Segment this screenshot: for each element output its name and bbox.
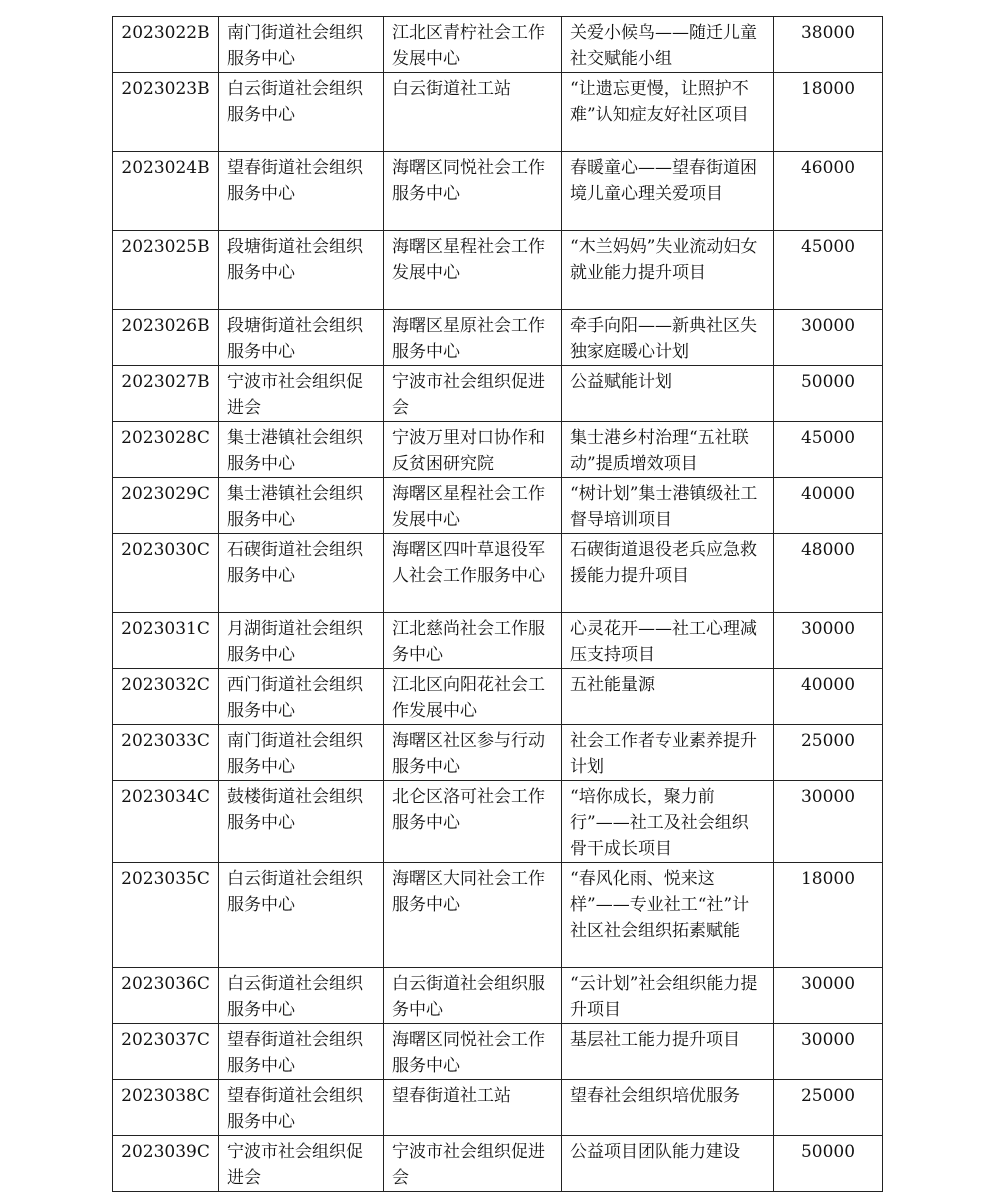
project-code-cell: 2023037C [113,1024,219,1080]
project-code-cell: 2023030C [113,534,219,613]
funding-amount-cell: 50000 [774,366,883,422]
organization-cell: 宁波万里对口协作和反贫困研究院 [384,422,562,478]
table-row [113,152,883,231]
project-name-cell: “云计划”社会组织能力提升项目 [562,968,774,1024]
project-code-cell: 2023023B [113,73,219,152]
project-name-cell: 关爱小候鸟——随迁儿童社交赋能小组 [562,17,774,73]
organization-cell: 海曙区星程社会工作发展中心 [384,478,562,534]
organization-cell: 江北区向阳花社会工作发展中心 [384,669,562,725]
street-center-cell: 白云街道社会组织服务中心 [219,968,384,1024]
project-name-cell: 牵手向阳——新典社区失独家庭暖心计划 [562,310,774,366]
table-row [113,366,883,422]
table-body [113,17,883,1192]
table-row [113,725,883,781]
table-row [113,968,883,1024]
street-center-cell: 集士港镇社会组织服务中心 [219,478,384,534]
table-row [113,73,883,152]
organization-cell: 白云街道社工站 [384,73,562,152]
organization-cell: 海曙区社区参与行动服务中心 [384,725,562,781]
project-table [112,16,883,1192]
funding-amount-cell: 50000 [774,1136,883,1192]
funding-amount-cell: 40000 [774,478,883,534]
project-name-cell: 心灵花开——社工心理减压支持项目 [562,613,774,669]
funding-amount-cell: 48000 [774,534,883,613]
table-row [113,613,883,669]
organization-cell: 北仑区洛可社会工作服务中心 [384,781,562,863]
street-center-cell: 宁波市社会组织促进会 [219,366,384,422]
organization-cell: 江北区青柠社会工作发展中心 [384,17,562,73]
project-name-cell: “木兰妈妈”失业流动妇女就业能力提升项目 [562,231,774,310]
project-name-cell: 春暖童心——望春街道困境儿童心理关爱项目 [562,152,774,231]
project-name-cell: 石碶街道退役老兵应急救援能力提升项目 [562,534,774,613]
street-center-cell: 月湖街道社会组织服务中心 [219,613,384,669]
project-code-cell: 2023026B [113,310,219,366]
project-name-cell: “春风化雨、悦来这样”——专业社工“社”计社区社会组织拓素赋能 [562,863,774,968]
table-row [113,231,883,310]
project-code-cell: 2023025B [113,231,219,310]
project-name-cell: “让遗忘更慢，让照护不难”认知症友好社区项目 [562,73,774,152]
project-name-cell: 公益项目团队能力建设 [562,1136,774,1192]
funding-amount-cell: 46000 [774,152,883,231]
table-row [113,478,883,534]
table-row [113,310,883,366]
street-center-cell: 望春街道社会组织服务中心 [219,1024,384,1080]
funding-amount-cell: 30000 [774,613,883,669]
project-name-cell: 社会工作者专业素养提升计划 [562,725,774,781]
funding-amount-cell: 25000 [774,725,883,781]
funding-amount-cell: 30000 [774,310,883,366]
funding-amount-cell: 18000 [774,863,883,968]
funding-amount-cell: 40000 [774,669,883,725]
organization-cell: 望春街道社工站 [384,1080,562,1136]
organization-cell: 江北慈尚社会工作服务中心 [384,613,562,669]
project-code-cell: 2023029C [113,478,219,534]
table-row [113,17,883,73]
project-name-cell: 五社能量源 [562,669,774,725]
project-name-cell: “培你成长，聚力前行”——社工及社会组织骨干成长项目 [562,781,774,863]
funding-amount-cell: 30000 [774,781,883,863]
table-row [113,1136,883,1192]
table-row [113,863,883,968]
street-center-cell: 段塘街道社会组织服务中心 [219,310,384,366]
funding-amount-cell: 18000 [774,73,883,152]
project-code-cell: 2023031C [113,613,219,669]
project-code-cell: 2023034C [113,781,219,863]
table-row [113,422,883,478]
funding-amount-cell: 30000 [774,1024,883,1080]
street-center-cell: 西门街道社会组织服务中心 [219,669,384,725]
organization-cell: 海曙区星程社会工作发展中心 [384,231,562,310]
street-center-cell: 望春街道社会组织服务中心 [219,152,384,231]
project-name-cell: 集士港乡村治理“五社联动”提质增效项目 [562,422,774,478]
street-center-cell: 宁波市社会组织促进会 [219,1136,384,1192]
funding-amount-cell: 45000 [774,231,883,310]
organization-cell: 宁波市社会组织促进会 [384,366,562,422]
table-row [113,1024,883,1080]
street-center-cell: 段塘街道社会组织服务中心 [219,231,384,310]
organization-cell: 海曙区同悦社会工作服务中心 [384,1024,562,1080]
street-center-cell: 集士港镇社会组织服务中心 [219,422,384,478]
table-row [113,534,883,613]
table-row [113,1080,883,1136]
project-name-cell: 望春社会组织培优服务 [562,1080,774,1136]
funding-amount-cell: 45000 [774,422,883,478]
street-center-cell: 望春街道社会组织服务中心 [219,1080,384,1136]
organization-cell: 海曙区大同社会工作服务中心 [384,863,562,968]
organization-cell: 海曙区四叶草退役军人社会工作服务中心 [384,534,562,613]
street-center-cell: 南门街道社会组织服务中心 [219,725,384,781]
project-code-cell: 2023035C [113,863,219,968]
project-code-cell: 2023033C [113,725,219,781]
project-code-cell: 2023036C [113,968,219,1024]
street-center-cell: 石碶街道社会组织服务中心 [219,534,384,613]
project-code-cell: 2023024B [113,152,219,231]
street-center-cell: 鼓楼街道社会组织服务中心 [219,781,384,863]
table-row [113,781,883,863]
project-code-cell: 2023038C [113,1080,219,1136]
funding-amount-cell: 30000 [774,968,883,1024]
project-name-cell: “树计划”集士港镇级社工督导培训项目 [562,478,774,534]
organization-cell: 海曙区同悦社会工作服务中心 [384,152,562,231]
organization-cell: 海曙区星原社会工作服务中心 [384,310,562,366]
funding-amount-cell: 25000 [774,1080,883,1136]
project-code-cell: 2023027B [113,366,219,422]
project-code-cell: 2023039C [113,1136,219,1192]
project-code-cell: 2023028C [113,422,219,478]
organization-cell: 白云街道社会组织服务中心 [384,968,562,1024]
organization-cell: 宁波市社会组织促进会 [384,1136,562,1192]
project-name-cell: 公益赋能计划 [562,366,774,422]
table-row [113,669,883,725]
project-code-cell: 2023032C [113,669,219,725]
funding-amount-cell: 38000 [774,17,883,73]
street-center-cell: 白云街道社会组织服务中心 [219,863,384,968]
street-center-cell: 白云街道社会组织服务中心 [219,73,384,152]
street-center-cell: 南门街道社会组织服务中心 [219,17,384,73]
project-name-cell: 基层社工能力提升项目 [562,1024,774,1080]
project-code-cell: 2023022B [113,17,219,73]
